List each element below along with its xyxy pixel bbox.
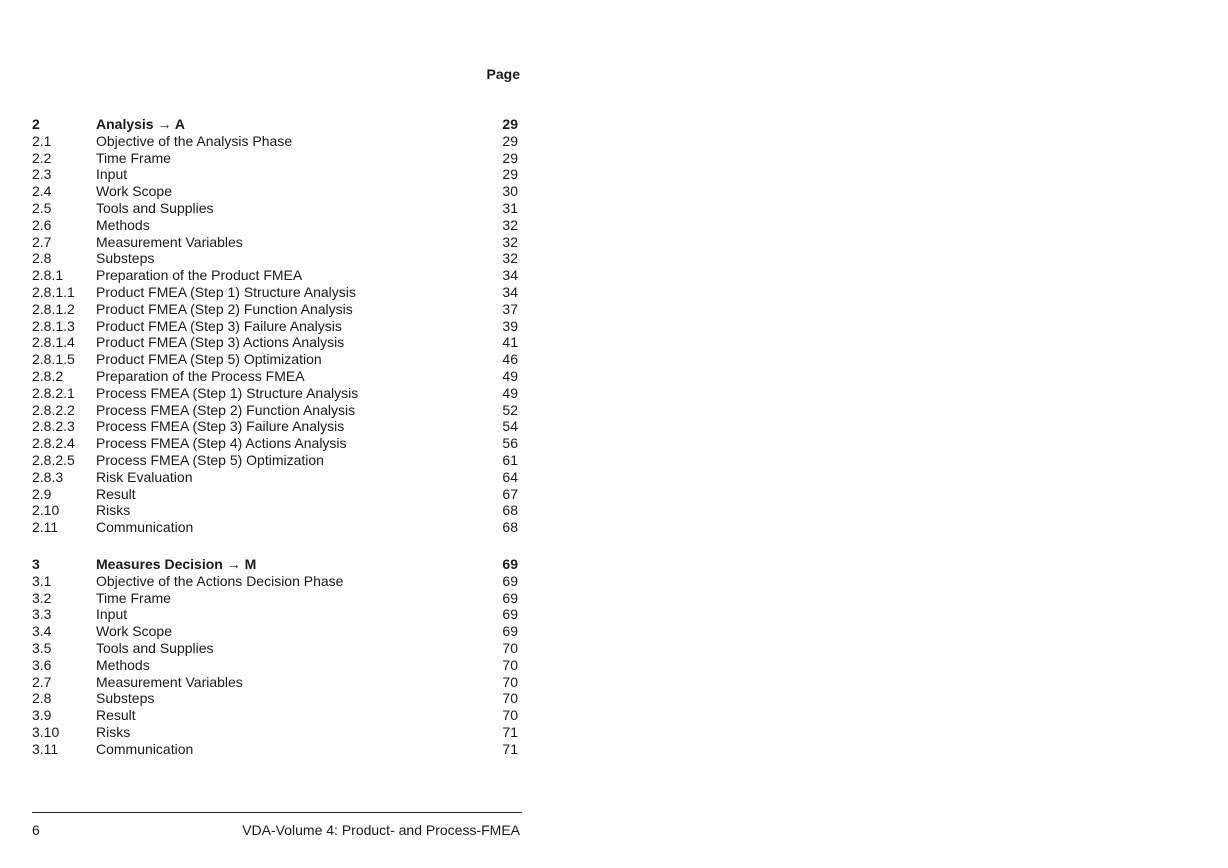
toc-page: 70	[502, 673, 518, 690]
toc-section-measures-decision	[32, 556, 520, 758]
toc-entry	[32, 267, 520, 284]
toc-page: 31	[502, 199, 518, 216]
toc-entry	[32, 640, 520, 657]
toc-entry	[32, 385, 520, 402]
toc-page: 49	[502, 384, 518, 401]
toc-title: Tools and Supplies	[96, 639, 214, 656]
toc-title: Product FMEA (Step 2) Function Analysis	[96, 300, 353, 317]
toc-entry	[32, 183, 520, 200]
toc-number: 2.8.2.4	[32, 435, 75, 452]
toc-title: Tools and Supplies	[96, 199, 214, 216]
toc-entry	[32, 368, 520, 385]
toc-entry	[32, 502, 520, 519]
toc-entry	[32, 318, 520, 335]
toc-page: 37	[502, 300, 518, 317]
toc-page: 56	[502, 435, 518, 452]
toc-number: 3.5	[32, 639, 52, 656]
toc-page: 34	[502, 283, 518, 300]
toc-number: 2.8.1.2	[32, 300, 75, 317]
toc-title: Preparation of the Product FMEA	[96, 267, 303, 284]
toc-entry	[32, 217, 520, 234]
toc-title: Measures Decision → M	[96, 556, 257, 572]
toc-number: 2.8.1.1	[32, 283, 75, 300]
toc-entry	[32, 690, 520, 707]
toc-entry	[32, 234, 520, 251]
toc-entry	[32, 623, 520, 640]
toc-entry	[32, 402, 520, 419]
toc-entry	[32, 334, 520, 351]
toc-number: 3.1	[32, 572, 52, 589]
toc-entry	[32, 200, 520, 217]
toc-number: 2.8.2.2	[32, 401, 75, 418]
toc-number: 3.10	[32, 723, 60, 740]
toc-number: 2.3	[32, 166, 52, 183]
toc-entry	[32, 301, 520, 318]
toc-number: 2.8.2.3	[32, 418, 75, 435]
toc-number: 2.8.1	[32, 267, 64, 284]
toc-title: Input	[96, 166, 128, 183]
toc-entry	[32, 486, 520, 503]
toc-page: 70	[502, 656, 518, 673]
toc-entry	[32, 351, 520, 368]
toc-title: Product FMEA (Step 5) Optimization	[96, 351, 322, 368]
toc-title: Measurement Variables	[96, 233, 243, 250]
toc-number: 2.8.2.1	[32, 384, 75, 401]
toc-number: 2.8.1.5	[32, 351, 75, 368]
toc-title: Input	[96, 606, 128, 623]
toc-entry	[32, 435, 520, 452]
toc-number: 3.2	[32, 589, 52, 606]
toc-number: 2.8.3	[32, 468, 64, 485]
toc-page: 71	[502, 740, 518, 757]
toc-page: 67	[502, 485, 518, 502]
toc-number: 3	[32, 556, 40, 572]
toc-number: 2.10	[32, 502, 60, 519]
toc-number: 3.11	[32, 740, 59, 757]
toc-number: 2.7	[32, 233, 52, 250]
toc-title: Process FMEA (Step 3) Failure Analysis	[96, 418, 345, 435]
toc-number: 2.7	[32, 673, 52, 690]
toc-page: 32	[502, 233, 518, 250]
toc-title: Process FMEA (Step 5) Optimization	[96, 451, 324, 468]
toc-number: 2.5	[32, 199, 52, 216]
toc-entry	[32, 590, 520, 607]
toc-page: 54	[502, 418, 518, 435]
toc-title: Product FMEA (Step 3) Actions Analysis	[96, 334, 345, 351]
toc-title: Work Scope	[96, 623, 172, 640]
toc-title: Substeps	[96, 250, 155, 267]
toc-page: 52	[502, 401, 518, 418]
toc-title: Methods	[96, 216, 150, 233]
toc-entry	[32, 707, 520, 724]
toc-heading	[32, 116, 520, 133]
toc-title: Process FMEA (Step 2) Function Analysis	[96, 401, 356, 418]
toc-entry	[32, 573, 520, 590]
toc-title: Risk Evaluation	[96, 468, 193, 485]
toc-page: 29	[502, 149, 518, 166]
toc-page: 41	[502, 334, 518, 351]
toc-number: 2.8.2.5	[32, 451, 75, 468]
toc-page: 30	[502, 183, 518, 200]
toc-number: 2.6	[32, 216, 52, 233]
toc-number: 3.6	[32, 656, 52, 673]
toc-entry	[32, 452, 520, 469]
toc-title: Work Scope	[96, 183, 172, 200]
toc-page: 29	[502, 132, 518, 149]
toc-page: 61	[502, 451, 518, 468]
toc-entry	[32, 674, 520, 691]
toc-page: 32	[502, 250, 518, 267]
toc-title: Substeps	[96, 690, 155, 707]
toc-title: Risks	[96, 502, 131, 519]
toc-title: Process FMEA (Step 4) Actions Analysis	[96, 435, 347, 452]
toc-entry	[32, 724, 520, 741]
toc-entry	[32, 519, 520, 536]
toc-title: Methods	[96, 656, 150, 673]
toc-number: 3.4	[32, 623, 52, 640]
toc-title: Analysis → A	[96, 116, 185, 132]
toc-entry	[32, 166, 520, 183]
toc-page: 49	[502, 367, 518, 384]
toc-entry	[32, 606, 520, 623]
toc-page: 68	[502, 502, 518, 519]
toc-page: 70	[502, 639, 518, 656]
toc-title: Time Frame	[96, 589, 171, 606]
toc-title: Measurement Variables	[96, 673, 243, 690]
toc-entry	[32, 284, 520, 301]
toc-title: Result	[96, 707, 136, 724]
toc-title: Product FMEA (Step 3) Failure Analysis	[96, 317, 342, 334]
toc-number: 2.11	[32, 519, 59, 536]
toc-number: 2.8.2	[32, 367, 64, 384]
toc-page: 32	[502, 216, 518, 233]
toc-page: 69	[502, 556, 518, 572]
toc-page: 29	[502, 116, 518, 132]
toc-entry	[32, 150, 520, 167]
toc-title: Process FMEA (Step 1) Structure Analysis	[96, 384, 359, 401]
page-label: Page	[486, 66, 520, 82]
toc-section-analysis	[32, 116, 520, 536]
toc-title: Time Frame	[96, 149, 171, 166]
toc-number: 2.8.1.3	[32, 317, 75, 334]
toc-page: 69	[502, 572, 518, 589]
toc-title: Objective of the Actions Decision Phase	[96, 572, 344, 589]
toc-title: Preparation of the Process FMEA	[96, 367, 305, 384]
toc-entry	[32, 250, 520, 267]
toc-entry	[32, 657, 520, 674]
toc-page: 69	[502, 589, 518, 606]
toc-page: 69	[502, 623, 518, 640]
toc-heading	[32, 556, 520, 573]
toc-entry	[32, 741, 520, 758]
toc-number: 3.3	[32, 606, 52, 623]
footer-divider	[32, 812, 522, 813]
toc-entry	[32, 469, 520, 486]
toc-number: 2.8	[32, 690, 52, 707]
toc-page: 68	[502, 519, 518, 536]
toc-page: 46	[502, 351, 518, 368]
toc-number: 2.8.1.4	[32, 334, 75, 351]
toc-page: 64	[502, 468, 518, 485]
toc-title: Objective of the Analysis Phase	[96, 132, 293, 149]
toc-number: 2.9	[32, 485, 52, 502]
toc-title: Risks	[96, 723, 131, 740]
toc-title: Communication	[96, 740, 194, 757]
toc-page: 34	[502, 267, 518, 284]
toc-page: 39	[502, 317, 518, 334]
toc-number: 2.1	[32, 132, 52, 149]
toc-page: 29	[502, 166, 518, 183]
toc-entry	[32, 133, 520, 150]
toc-entry	[32, 418, 520, 435]
toc-title: Result	[96, 485, 136, 502]
toc-page: 71	[502, 723, 518, 740]
toc-page: 70	[502, 707, 518, 724]
toc-number: 2.4	[32, 183, 52, 200]
toc-number: 2.8	[32, 250, 52, 267]
toc-number: 2	[32, 116, 40, 132]
toc-number: 2.2	[32, 149, 52, 166]
toc-title: Communication	[96, 519, 194, 536]
toc-title: Product FMEA (Step 1) Structure Analysis	[96, 283, 356, 300]
toc-page: 70	[502, 690, 518, 707]
footer-page-number: 6	[32, 822, 40, 838]
toc-page: 69	[502, 606, 518, 623]
footer-title: VDA-Volume 4: Product- and Process-FMEA	[242, 822, 520, 838]
toc-number: 3.9	[32, 707, 52, 724]
